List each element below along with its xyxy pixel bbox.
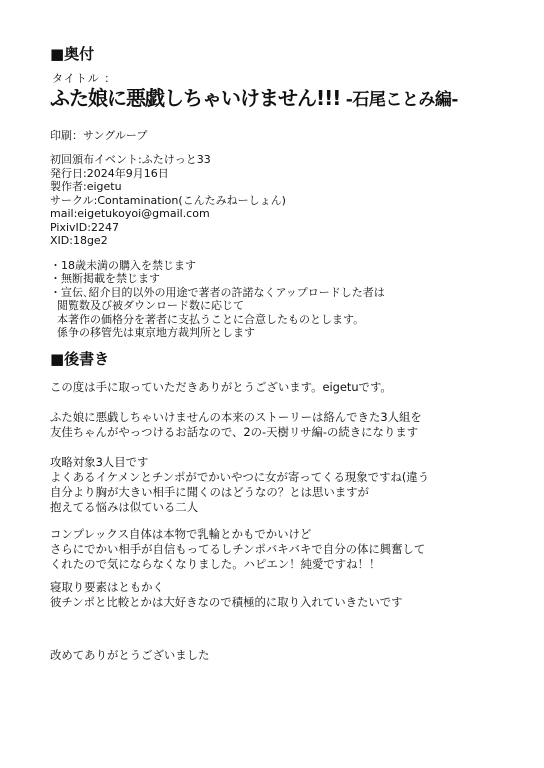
afterword-line: この度は手に取っていただきありがとうございます。eigetuです。: [50, 380, 392, 394]
printer-line: 印刷：サングループ: [50, 129, 148, 142]
afterword-line: 彼チンポと比較とかは大好きなので積極的に取り入れていきたいです: [50, 595, 403, 609]
afterword-line: 抱えてる悩みは似ている二人: [50, 500, 199, 514]
afterword-line: 寝取り要素はともかく: [50, 580, 164, 594]
afterword-line: コンプレックス自体は本物で乳輪とかもでかいけど: [50, 527, 312, 541]
afterword-paragraph: [50, 455, 429, 515]
legal-notes: [50, 259, 385, 339]
afterword-line: くれたので気にならなくなりました。ハピエン！純愛ですね！！: [50, 557, 381, 571]
author-line: 製作者:eigetu: [50, 180, 122, 193]
afterword-paragraph: [50, 648, 209, 663]
afterword-line: よくあるイケメンとチンポがでかいやつに女が寄ってくる現象ですね(違う: [50, 470, 430, 484]
afterword-line: さらにでかい相手が自信もってるしチンポバキバキで自分の体に興奮して: [50, 542, 426, 556]
afterword-line: 攻略対象3人目です: [50, 455, 149, 469]
event-line: 初回頒布イベント:ふたけっと33: [50, 153, 211, 166]
date-line: 発行日:2024年9月16日: [50, 166, 169, 180]
x-line: XID:18ge2: [50, 234, 108, 247]
note-item: ・無断掲載を禁じます: [50, 272, 160, 286]
pixiv-line: PixivID:2247: [50, 220, 119, 234]
note-item: 本著作の価格分を著者に支払うことに合意したものとします。: [57, 312, 365, 326]
afterword-paragraph: [50, 380, 392, 395]
circle-line: サークル:Contamination(こんたみねーしょん): [50, 193, 286, 207]
afterword-paragraph: [50, 580, 403, 610]
afterword-paragraph: [50, 410, 422, 440]
afterword-heading: ■後書き: [50, 350, 110, 368]
book-subtitle: -石尾ことみ編-: [340, 90, 458, 110]
book-title: [50, 86, 458, 112]
afterword-line: 改めてありがとうございました: [50, 648, 210, 662]
mail-line: mail:eigetukoyoi@gmail.com: [50, 207, 210, 220]
note-item: 係争の移管先は東京地方裁判所とします: [57, 325, 255, 339]
publication-info: [50, 153, 286, 248]
note-item: 閲覧数及び被ダウンロード数に応じて: [57, 299, 244, 313]
book-title-main: ふた娘に悪戯しちゃいけません!!!: [50, 86, 341, 110]
afterword-paragraph: [50, 527, 425, 572]
title-label: タイトル ：: [52, 72, 117, 85]
afterword-line: 自分より胸が大きい相手に聞くのはどうなの？とは思いますが: [50, 485, 369, 499]
afterword-line: ふた娘に悪戯しちゃいけませんの本来のストーリーは絡んできた3人組を: [50, 410, 422, 424]
afterword-line: 友佳ちゃんがやっつけるお話なので、2の-天樹リサ編-の続きになります: [50, 425, 419, 439]
note-item: ・宣伝､紹介目的以外の用途で著者の許諾なくアップロードした者は: [50, 285, 385, 299]
note-item: ・18歳未満の購入を禁じます: [50, 259, 196, 272]
colophon-heading: ■奥付: [50, 45, 95, 63]
